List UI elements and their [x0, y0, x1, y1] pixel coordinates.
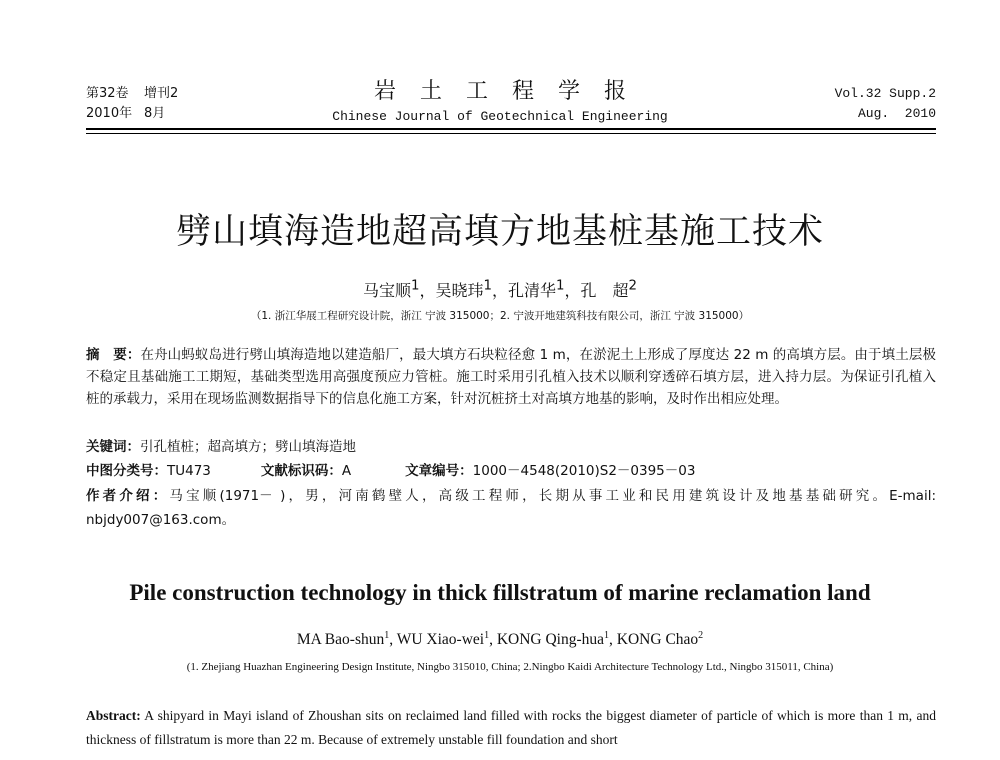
author-affil-sup: 1: [483, 278, 492, 294]
keywords-label-cn: 关键词：: [86, 439, 140, 455]
author-affil-sup: 2: [698, 630, 704, 641]
affiliation-cn: （1. 浙江华展工程研究设计院，浙江 宁波 315000；2. 宁波开地建筑科技有限公司，浙江 宁波 315000）: [250, 310, 750, 322]
author-separator: ,: [489, 631, 497, 649]
author-intro-label: 作者介绍：: [86, 488, 170, 504]
author-name: 孔清华: [508, 281, 557, 300]
author-separator: ,: [609, 631, 617, 649]
abstract-label-cn: 摘 要：: [86, 347, 141, 363]
author-name: 吴晓玮: [435, 281, 484, 300]
author-affil-sup: 1: [384, 630, 390, 641]
classification-line: [86, 460, 936, 482]
date-en: Aug. 2010: [857, 106, 936, 121]
abstract-text-cn: 在舟山蚂蚁岛进行劈山填海造地以建造船厂，最大填方石块粒径愈 1 m，在淤泥土上形成了厚度达 22 m 的高填方层。由于填土层极不稳定且基础施工工期短，基础类型选用高强度预应力管桩。施工时采用引孔植入技术以顺利穿透碎石填方层，进入持力层。为保证引孔植入桩的承载力，采用在现场监测数据指导下的信息化施工方案，针对沉桩挤土对高填方地基的影响，及时作出相应处理。: [86, 347, 936, 407]
author-separator: ,: [389, 631, 397, 649]
journal-name-en: Chinese Journal of Geotechnical Engineering: [332, 109, 668, 124]
author-affil-sup: 1: [604, 630, 610, 641]
publication-year: 2010年: [86, 106, 133, 121]
author-name: MA Bao-shun: [296, 631, 385, 649]
volume-supp-en: Vol.32 Supp.2: [834, 86, 936, 101]
author-separator: ，: [564, 281, 581, 300]
header-rule-thin: [86, 133, 936, 134]
author-name: KONG Chao: [616, 631, 699, 649]
author-intro-cn: [86, 484, 936, 532]
author-name: 孔 超: [580, 281, 629, 300]
author-affil-sup: 1: [484, 630, 490, 641]
affiliation-en: (1. Zhejiang Huazhan Engineering Design Institute, Ningbo 315010, China; 2.Ningbo Kaidi Architecture Technology Ltd., Ningbo 315011, China): [186, 661, 834, 673]
class-value: TU473: [167, 463, 211, 479]
author-intro-text: 马宝顺(1971－ )，男，河南鹤壁人，高级工程师，长期从事工业和民用建筑设计及地基基础研究。E-mail: nbjdy007@163.com。: [86, 488, 936, 528]
header-rule-thick: [86, 128, 936, 130]
issue-number: 增刊2: [144, 86, 179, 101]
keywords-text-cn: 引孔植桩；超高填方；劈山填海造地: [140, 439, 356, 455]
author-name: WU Xiao-wei: [396, 631, 485, 649]
article-number-label: 文章编号：: [405, 463, 473, 479]
class-label: 中图分类号：: [86, 463, 167, 479]
doc-code-value: A: [341, 463, 352, 479]
abstract-cn: [86, 344, 936, 410]
author-list-en: [0, 630, 1000, 649]
keywords-cn: [86, 436, 936, 458]
author-separator: ，: [419, 281, 436, 300]
publication-month: 8月: [144, 106, 166, 121]
doc-code-label: 文献标识码：: [260, 463, 342, 479]
journal-volume-info-en: [835, 84, 936, 124]
author-affil-sup: 1: [556, 278, 565, 294]
volume-number: 第32卷: [86, 86, 129, 101]
article-number-value: 1000－4548(2010)S2－0395－03: [472, 463, 696, 479]
author-separator: ，: [491, 281, 508, 300]
author-name: KONG Qing-hua: [496, 631, 605, 649]
author-list-cn: [0, 278, 1000, 301]
author-affil-sup: 1: [410, 278, 420, 294]
journal-name-cn: 岩土工程学报: [373, 79, 650, 104]
paper-title-cn: 劈山填海造地超高填方地基桩基施工技术: [175, 212, 824, 252]
abstract-label-en: Abstract:: [86, 708, 141, 723]
paper-title-en: Pile construction technology in thick fillstratum of marine reclamation land: [129, 580, 871, 605]
author-affil-sup: 2: [628, 278, 638, 294]
author-name: 马宝顺: [362, 281, 411, 300]
abstract-text-en: A shipyard in Mayi island of Zhoushan sits on reclaimed land filled with rocks the biggest diameter of particle of which is more than 1 m, and thickness of fillstratum is more than 22 m. Because of extremely unstable fill foundation and short: [86, 708, 936, 747]
abstract-en: [86, 704, 936, 752]
